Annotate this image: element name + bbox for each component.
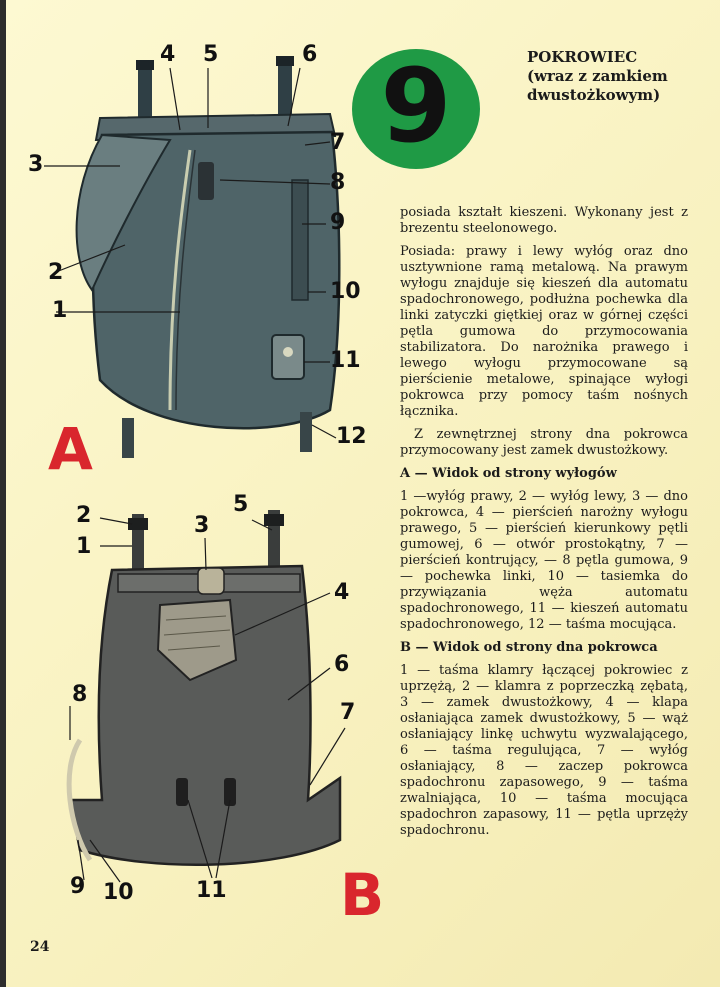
figure-a-label-11: 11 [330,348,361,373]
figure-a-label-3: 3 [28,152,44,177]
page-number: 24 [30,939,50,955]
paragraph-2: Posiada: prawy i lewy wyłóg oraz dno usztywnione ramą metalową. Na prawym wyłogu znajduje się kieszeń dla automatu spadochronowego, podłużna pochewka dla linki zatyczki giętkiej oraz w górnej części pętla gumowa do przymocowania stabilizatora. Do narożnika prawego i lewego wyłogu przymocowane są pierścienie metalowe, spinające wyłogi pokrowca przy pomocy taśm nośnych łącznika. [400,244,688,419]
paragraph-1: posiada kształt kieszeni. Wykonany jest z brezentu steelonowego. [400,205,688,236]
figure-b-letter: B [340,861,385,929]
heading-view-a: A — Widok od strony wyłogów [400,466,617,481]
figure-b-label-8: 8 [72,682,88,707]
figure-b-label-3: 3 [194,513,210,538]
figure-a-label-6: 6 [302,42,318,67]
list-view-b: 1 — taśma klamry łączącej pokrowiec z uprzężą, 2 — klamra z poprzeczką zębatą, 3 — zamek dwustożkowy, 4 — klapa osłaniająca zamek dwustożkowy, 5 — wąż osłaniający linkę uchwytu wyzwalającego, 6 — taśma regulująca, 7 — wyłóg osłaniający, 8 — zaczep pokrowca spadochronu zapasowego, 9 — taśma zwalniająca, 10 — taśma mocująca spadochron zapasowy, 11 — pętla uprzęży spadochronu. [400,663,688,838]
text-column [400,205,688,846]
list-view-a: 1 —wyłóg prawy, 2 — wyłóg lewy, 3 — dno pokrowca, 4 — pierścień narożny wyłogu prawego, 5 — pierścień kierunkowy pętli gumowej, 6 — otwór prostokątny, 7 — pierścień kontrujący, — 8 pętla gumowa, 9 — pochewka linki, 10 — tasiemka do przywiązania węża automatu spadochronowego, 11 — kieszeń automatu spadochronowego, 12 — taśma mocująca. [400,489,688,632]
title-line-1: POKROWIEC [527,48,638,66]
figure-b-label-1: 1 [76,534,92,559]
figure-a-label-1: 1 [52,298,68,323]
figure-a-label-5: 5 [203,42,219,67]
section-title [527,48,717,105]
title-line-3: dwustożkowym) [527,86,661,104]
figure-a-label-2: 2 [48,260,64,285]
figure-a-label-10: 10 [330,279,361,304]
figure-b-label-6: 6 [334,652,350,677]
title-line-2: (wraz z zamkiem [527,67,668,85]
figure-b-label-4: 4 [334,580,350,605]
figure-a-label-12: 12 [336,424,367,449]
figure-a-illustration [30,40,390,483]
section-number: 9 [380,47,452,166]
figure-b-label-10: 10 [103,880,134,905]
paragraph-3: Z zewnętrznej strony dna pokrowca przymocowany jest zamek dwustożkowy. [400,427,688,458]
heading-view-b: B — Widok od strony dna pokrowca [400,640,658,655]
figure-b-label-11: 11 [196,878,227,903]
figure-b-label-7: 7 [340,700,356,725]
figure-b-label-2: 2 [76,503,92,528]
figure-a-label-9: 9 [330,210,346,235]
figure-b-illustration [40,500,370,920]
figure-b-label-9: 9 [70,874,86,899]
figure-a-label-4: 4 [160,42,176,67]
figure-a-letter: A [48,415,93,483]
figure-b-label-5: 5 [233,492,249,517]
figure-a-label-7: 7 [330,130,346,155]
page-edge [0,0,6,987]
figure-a-label-8: 8 [330,170,346,195]
